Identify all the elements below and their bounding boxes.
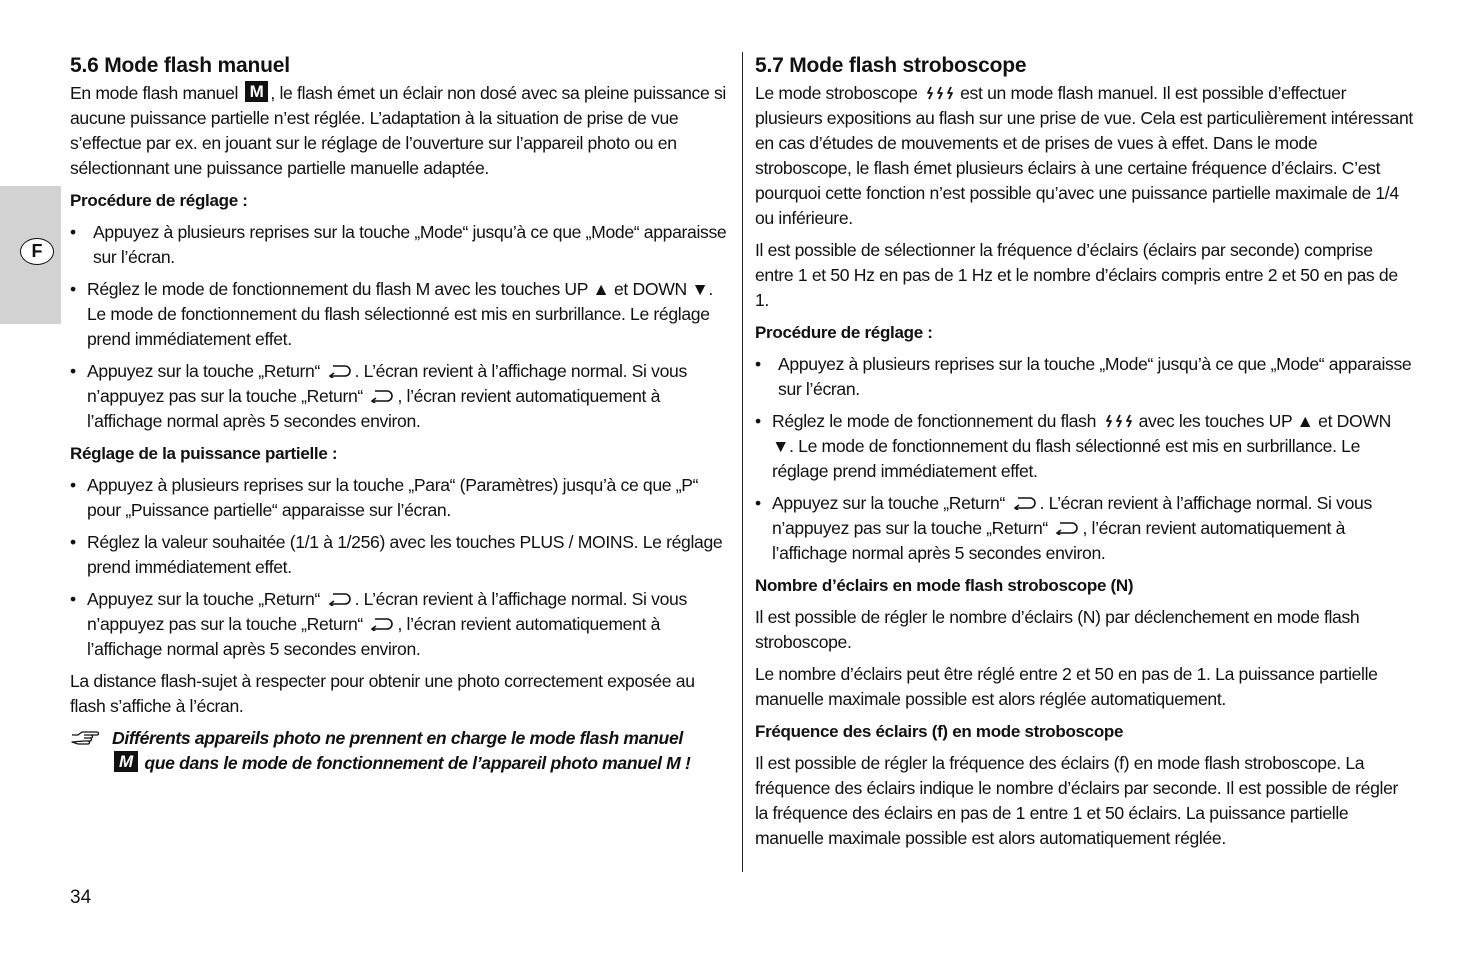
- return-arrow-icon: [1054, 521, 1080, 535]
- column-divider: [742, 52, 743, 872]
- note-line-1: Différents appareils photo ne prennent en charge le mode flash manuel: [112, 728, 683, 748]
- procedure-heading: Procédure de réglage :: [70, 191, 248, 210]
- manual-intro: En mode flash manuel M , le flash émet un éclair non dosé avec sa pleine puissance si aucune puissance partielle n’est réglée. L’adaptation à la situation de prise de vue s’effectue par ex. en jouant sur le réglage de l’ouverture sur l’appareil photo ou en sélectionnant une puissance partielle manuelle adaptée.: [70, 82, 726, 178]
- list-item: • Appuyez sur la touche „Return“ . L’écran revient à l’affichage normal. Si vous n’appuyez pas sur la touche „Return“ , l’écran revient automatiquement à l’affichage normal après 5 secondes environ.: [70, 587, 728, 662]
- strobe-flash-icon: [1104, 413, 1136, 429]
- manual-mode-m-icon: M: [245, 81, 269, 102]
- return-arrow-icon: [327, 364, 353, 378]
- list-item: • Appuyez à plusieurs reprises sur la touche „Mode“ jusqu’à ce que „Mode“ apparaisse sur l’écran.: [755, 352, 1415, 402]
- flash-frequency-heading: Fréquence des éclairs (f) en mode stroboscope: [755, 722, 1124, 741]
- partial-power-heading: Réglage de la puissance partielle :: [70, 444, 338, 463]
- partial-power-list: [70, 473, 728, 662]
- list-item: • Réglez la valeur souhaitée (1/1 à 1/256) avec les touches PLUS / MOINS. Le réglage prend immédiatement effet.: [70, 530, 728, 580]
- return-arrow-icon: [369, 389, 395, 403]
- procedure-list: [70, 220, 728, 434]
- flash-count-text-1: Il est possible de régler le nombre d’éclairs (N) par déclenchement en mode flash stroboscope.: [755, 607, 1360, 652]
- strobe-flash-icon: [925, 85, 957, 101]
- distance-text: La distance flash-sujet à respecter pour obtenir une photo correctement exposée au flash s’affiche à l’écran.: [70, 671, 695, 716]
- section-strobe-flash: [755, 52, 1415, 858]
- list-item: • Appuyez à plusieurs reprises sur la touche „Para“ (Paramètres) jusqu’à ce que „P“ pour „Puissance partielle“ apparaisse sur l’écran.: [70, 473, 728, 523]
- section-manual-flash: [70, 52, 728, 776]
- procedure-heading: Procédure de réglage :: [755, 323, 933, 342]
- list-item: • Réglez le mode de fonctionnement du flash avec les touches UP ▲ et DOWN ▼. Le mode de fonctionnement du flash sélectionné est mis en surbrillance. Le réglage prend immédiatement effet.: [755, 409, 1415, 484]
- flash-frequency-text: Il est possible de régler la fréquence des éclairs (f) en mode flash stroboscope. La fréquence des éclairs indique le nombre d’éclairs par seconde. Il est possible de régler la fréquence des éclairs en pas de 1 entre 1 et 50 éclairs. La puissance partielle manuelle maximale possible est alors automatiquement réglée.: [755, 753, 1399, 848]
- pointing-hand-icon: [70, 730, 100, 746]
- language-badge: F: [20, 238, 54, 265]
- section-title-manual: 5.6 Mode flash manuel: [70, 54, 290, 77]
- list-item: • Appuyez sur la touche „Return“ . L’écran revient à l’affichage normal. Si vous n’appuyez pas sur la touche „Return“ , l’écran revient automatiquement à l’affichage normal après 5 secondes environ.: [755, 491, 1415, 566]
- return-arrow-icon: [1012, 496, 1038, 510]
- strobe-frequency-text: Il est possible de sélectionner la fréquence d’éclairs (éclairs par seconde) comprise entre 1 et 50 Hz en pas de 1 Hz et le nombre d’éclairs compris entre 2 et 50 en pas de 1.: [755, 240, 1398, 310]
- list-item: • Réglez le mode de fonctionnement du flash M avec les touches UP ▲ et DOWN ▼. Le mode de fonctionnement du flash sélectionné est mis en surbrillance. Le réglage prend immédiatement effet.: [70, 277, 728, 352]
- page-number: 34: [70, 887, 92, 908]
- flash-count-heading: Nombre d’éclairs en mode flash stroboscope (N): [755, 576, 1134, 595]
- section-title-strobe: 5.7 Mode flash stroboscope: [755, 54, 1027, 77]
- procedure-list: [755, 352, 1415, 566]
- return-arrow-icon: [369, 617, 395, 631]
- list-item: • Appuyez à plusieurs reprises sur la touche „Mode“ jusqu’à ce que „Mode“ apparaisse sur l’écran.: [70, 220, 728, 270]
- manual-mode-m-icon: M: [114, 751, 138, 772]
- return-arrow-icon: [327, 592, 353, 606]
- note-line-2: M que dans le mode de fonctionnement de l’appareil photo manuel M !: [112, 751, 728, 776]
- flash-count-text-2: Le nombre d’éclairs peut être réglé entre 2 et 50 en pas de 1. La puissance partielle manuelle maximale possible est alors réglée automatiquement.: [755, 664, 1378, 709]
- note-block: [70, 726, 728, 776]
- list-item: • Appuyez sur la touche „Return“ . L’écran revient à l’affichage normal. Si vous n’appuyez pas sur la touche „Return“ , l’écran revient automatiquement à l’affichage normal après 5 secondes environ.: [70, 359, 728, 434]
- strobe-intro: Le mode stroboscope est un mode flash manuel. Il est possible d’effectuer plusieurs expositions au flash sur une prise de vue. Cela est particulièrement intéressant en cas d’études de mouvements et de prises de vues à effet. Dans le mode stroboscope, le flash émet plusieurs éclairs à une certaine fréquence d’éclairs. C’est pourquoi cette fonction n’est possible qu’avec une puissance partielle maximale de 1/4 ou inférieure.: [755, 83, 1413, 228]
